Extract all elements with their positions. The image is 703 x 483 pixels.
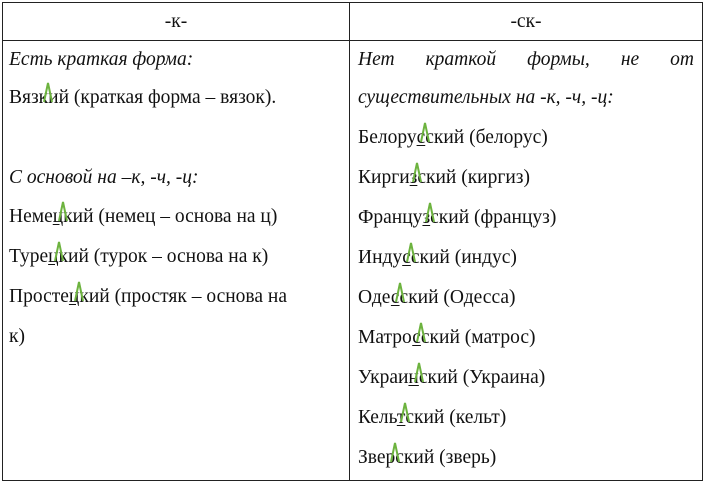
- list-item: Белорус ский (белорус): [358, 126, 548, 150]
- caret-mark-icon: [413, 161, 423, 183]
- list-item: Звер ский (зверь): [358, 446, 496, 470]
- example-nemetskiy: Немец кий (немец – основа на ц): [9, 205, 277, 229]
- example-turetskiy: Турец кий (турок – основа на к): [9, 245, 268, 269]
- caret-mark-icon: [421, 121, 431, 143]
- list-item: Киргиз ский (киргиз): [358, 166, 530, 190]
- right-cell: [350, 41, 703, 481]
- caret-mark-icon: [44, 81, 54, 103]
- left-heading-stem: С основой на –к, -ч, -ц:: [9, 167, 199, 188]
- caret-mark-icon: [396, 281, 406, 303]
- list-item: Кельт ский (кельт): [358, 406, 506, 430]
- content-row: [3, 41, 703, 481]
- right-heading-line2: существительных на -к, -ч, -ц:: [358, 87, 614, 108]
- list-item: Матрос ский (матрос): [358, 326, 536, 350]
- header-sk: -ск-: [350, 3, 703, 41]
- right-heading-line1: Нет краткой формы, не от: [358, 49, 694, 70]
- header-row: [3, 3, 703, 41]
- list-item: Индус ский (индус): [358, 246, 517, 270]
- caret-mark-icon: [59, 200, 69, 222]
- caret-mark-icon: [75, 280, 85, 302]
- comparison-table: [2, 2, 703, 481]
- left-heading-short-form: Есть краткая форма:: [9, 49, 194, 70]
- list-item: Француз ский (француз): [358, 206, 556, 230]
- caret-mark-icon: [407, 241, 417, 263]
- caret-mark-icon: [417, 321, 427, 343]
- list-item: Одес ский (Одесса): [358, 286, 516, 310]
- caret-mark-icon: [415, 361, 425, 383]
- caret-mark-icon: [391, 441, 401, 463]
- list-item: Украин ский (Украина): [358, 366, 545, 390]
- caret-mark-icon: [401, 401, 411, 423]
- caret-mark-icon: [426, 201, 436, 223]
- header-k: -к-: [3, 3, 350, 41]
- example-prostetskiy: Простец кий (простяк – основа на: [9, 285, 287, 309]
- left-cell: [3, 41, 350, 481]
- example-vyazkiy: Вязк ий (краткая форма – вязок).: [9, 86, 276, 110]
- caret-mark-icon: [55, 240, 65, 262]
- example-prostetskiy-cont: к): [9, 326, 25, 347]
